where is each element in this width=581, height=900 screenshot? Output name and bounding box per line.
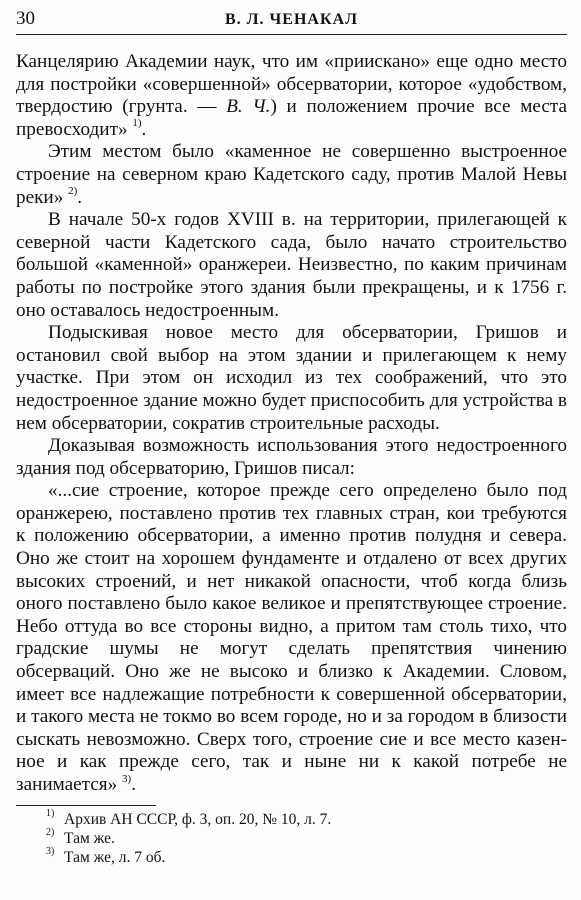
punctuation: . xyxy=(131,774,136,795)
footnote-text: Там же. xyxy=(64,829,115,847)
footnotes xyxy=(16,810,567,867)
footnote-mark: 2) xyxy=(46,827,55,839)
quotation-text: «...сие строение, которое прежде сего определено было под оранжерею, поставлено против тех главных стран, кои требуются к положению обсерватории, а именно против полудня и севера. Оно же стоит на хорошем фундаменте и отдалено от всех других высоких строений, и нет никакой опасности, чтоб когда близь оного поставлено было какое великое и препятствующее строение. Небо оттуда во все стороны видно, а притом там столь тихо, что градские шумы не могут сделать препятствия чинению обсерваций. Оно же не высоко и близко к Академии. Словом, имеет все надлежащие потребности к совершенной обсерватории, и такого места не токмо во всем городе, но и за городом в близости сыскать невозможно. Сверх того, строение сие и все место казенное и как прежде сего, так и ныне ни к какой потребе не занимается» xyxy=(16,480,567,795)
footnote-text: Архив АН СССР, ф. 3, оп. 20, № 10, л. 7. xyxy=(64,810,332,828)
paragraph-2 xyxy=(16,141,567,209)
paragraph-5: Доказывая возможность использования этого недостроенного здания под обсерваторию, Гришов писал: xyxy=(16,435,567,479)
running-head: В. Л. ЧЕНАКАЛ xyxy=(224,11,359,28)
footnote-ref: 3) xyxy=(122,772,132,785)
punctuation: . xyxy=(141,118,147,140)
italic-initials: В. Ч. xyxy=(226,96,271,118)
paragraph-text: Этим местом было «каменное не совершенно выстроенное строение на северном краю Кадетского саду, против Малой Невы реки» xyxy=(16,141,567,208)
footnote-text: Там же, л. 7 об. xyxy=(64,848,166,866)
footnote-1 xyxy=(46,810,567,829)
punctuation: . xyxy=(77,186,83,208)
footnote-mark: 1) xyxy=(46,808,55,820)
paragraph-text: ) и положением прочие все места превосходит» xyxy=(16,96,567,140)
paragraph-1 xyxy=(16,51,567,141)
footnote-mark: 3) xyxy=(46,846,55,858)
footnote-ref: 1) xyxy=(132,117,142,130)
paragraph-text: Канцелярию Академии наук, что им «приискано» еще одно место для постройки «совершенной» обсерватории, которое «удобством, твердостию (грунта. — xyxy=(16,51,567,118)
footnote-ref: 2) xyxy=(68,185,78,198)
page-number: 30 xyxy=(16,8,35,29)
body-text xyxy=(16,51,567,797)
footnote-3 xyxy=(46,848,567,867)
footnote-2 xyxy=(46,829,567,848)
paragraph-3: В начале 50-х годов XVIII в. на территории, прилегающей к северной части Кадетского сада, было начато строительство большой «каменной» оранжереи. Неизвестно, по каким причинам работы по постройке этого здания были прекращены, и к 1756 г. оно оставалось недостроенным. xyxy=(16,209,567,321)
footnote-divider xyxy=(16,805,156,806)
page-header xyxy=(16,8,567,35)
paragraph-4: Подыскивая новое место для обсерватории, Гришов и остановил свой выбор на этом здании и прилегающем к нему участке. При этом он исходил из тех соображений, что это недостроенное здание можно будет приспособить для устройства в нем обсерватории, сократив строительные расходы. xyxy=(16,322,567,434)
quotation xyxy=(16,480,567,796)
